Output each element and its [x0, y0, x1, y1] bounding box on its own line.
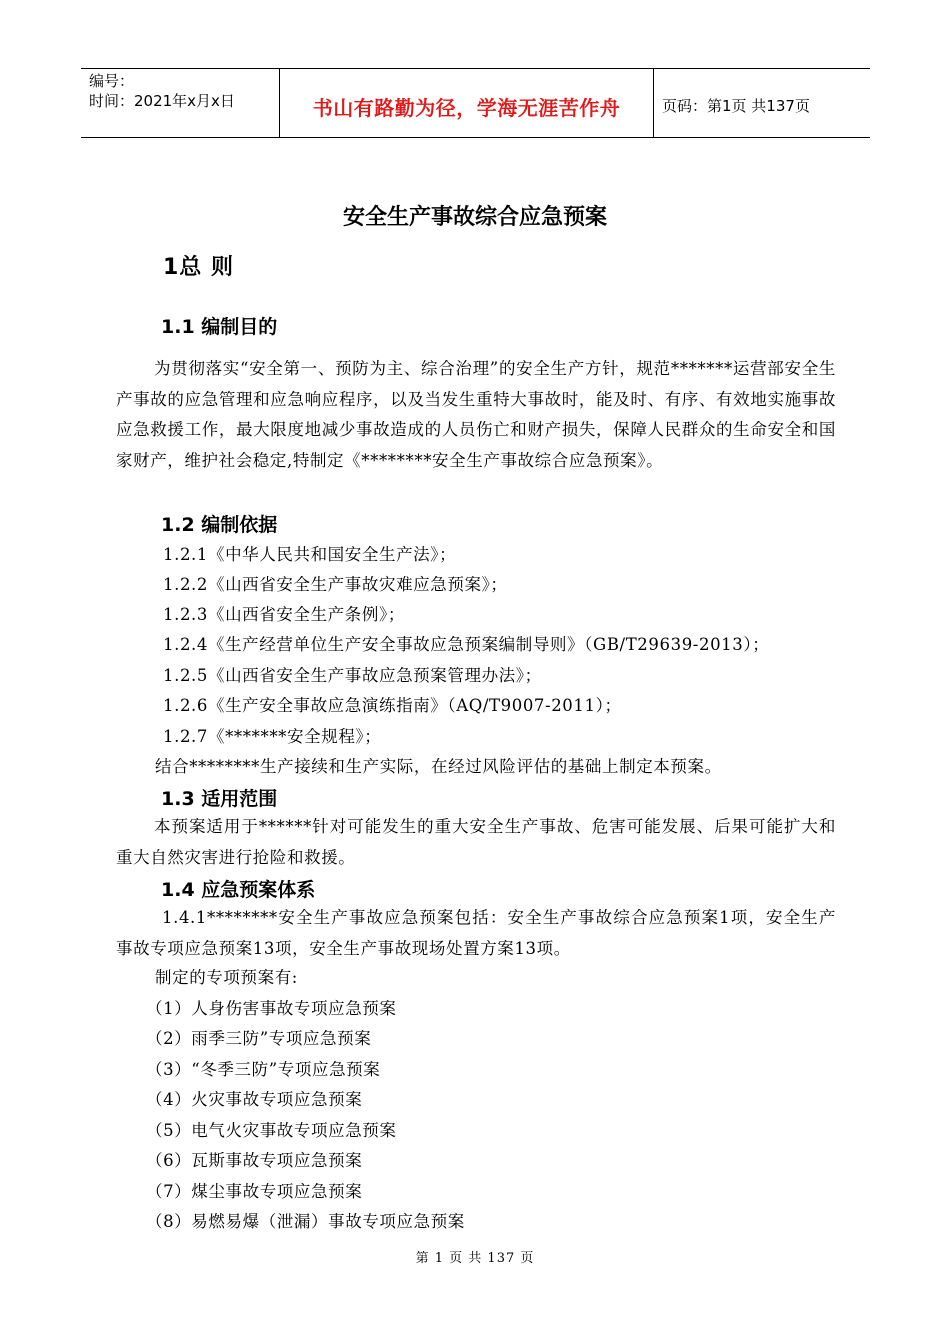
basis-closing: 结合********生产接续和生产实际，在经过风险评估的基础上制定本预案。 — [155, 757, 722, 776]
scope-paragraph: 本预案适用于******针对可能发生的重大安全生产事故、危害可能发展、后果可能扩大和重大自然灾害进行抢险和救援。 — [116, 817, 836, 867]
section-heading-1-1: 1.1 编制目的 — [161, 316, 278, 338]
header-page-info: 页码：第1页 共137页 — [662, 96, 810, 115]
code-label: 编号： — [89, 72, 135, 90]
section-heading-1-4: 1.4 应急预案体系 — [161, 879, 316, 901]
time-label: 时间：2021年x月x日 — [89, 92, 235, 110]
list-intro: 制定的专项预案有: — [155, 968, 298, 987]
purpose-paragraph: 为贯彻落实“安全第一、预防为主、综合治理”的安全生产方针，规范*******运营部安全生产事故的应急管理和应急响应程序，以及当发生重特大事故时，能及时、有序、有效地实施事故应急救援工作，最大限度地减少事故造成的人员伤亡和财产损失，保障人民群众的生命安全和国家财产，维护社会稳定,特制定《********安全生产事故综合应急预案》。 — [116, 359, 836, 470]
header-slogan: 书山有路勤为径，学海无涯苦作舟 — [312, 95, 621, 120]
basis-item: 1.2.6《生产安全事故应急演练指南》（AQ/T9007-2011）； — [163, 696, 622, 715]
section-heading-1: 1总 则 — [163, 255, 234, 280]
plan-list-item: （3）“冬季三防”专项应急预案 — [146, 1060, 381, 1079]
plan-list-item: （5）电气火灾事故专项应急预案 — [146, 1121, 397, 1140]
plan-list-item: （7）煤尘事故专项应急预案 — [146, 1182, 363, 1201]
plan-list-item: （2）雨季三防”专项应急预案 — [146, 1029, 372, 1048]
basis-item: 1.2.2《山西省安全生产事故灾难应急预案》； — [163, 575, 508, 594]
basis-item: 1.2.5《山西省安全生产事故应急预案管理办法》； — [163, 666, 542, 685]
document-title: 安全生产事故综合应急预案 — [342, 205, 607, 230]
header-meta — [81, 69, 280, 137]
section-heading-1-2: 1.2 编制依据 — [161, 514, 278, 536]
plan-list-item: （6）瓦斯事故专项应急预案 — [146, 1151, 363, 1170]
plan-list-item: （1）人身伤害事故专项应急预案 — [146, 999, 397, 1018]
basis-item: 1.2.1《中华人民共和国安全生产法》； — [163, 545, 457, 564]
plan-list-item: （8）易燃易爆（泄漏）事故专项应急预案 — [146, 1212, 465, 1231]
page-header — [81, 68, 870, 138]
basis-item: 1.2.4《生产经营单位生产安全事故应急预案编制导则》（GB/T29639-2013）； — [163, 635, 770, 654]
header-slogan-cell — [280, 69, 654, 137]
plan-list-item: （4）火灾事故专项应急预案 — [146, 1090, 363, 1109]
system-paragraph: 1.4.1********安全生产事故应急预案包括：安全生产事故综合应急预案1项，安全生产事故专项应急预案13项，安全生产事故现场处置方案13项。 — [116, 908, 836, 958]
section-heading-1-3: 1.3 适用范围 — [161, 788, 278, 810]
basis-item: 1.2.7《*******安全规程》； — [163, 727, 382, 746]
basis-item: 1.2.3《山西省安全生产条例》； — [163, 605, 405, 624]
page-footer: 第 1 页 共 137 页 — [415, 1251, 535, 1266]
